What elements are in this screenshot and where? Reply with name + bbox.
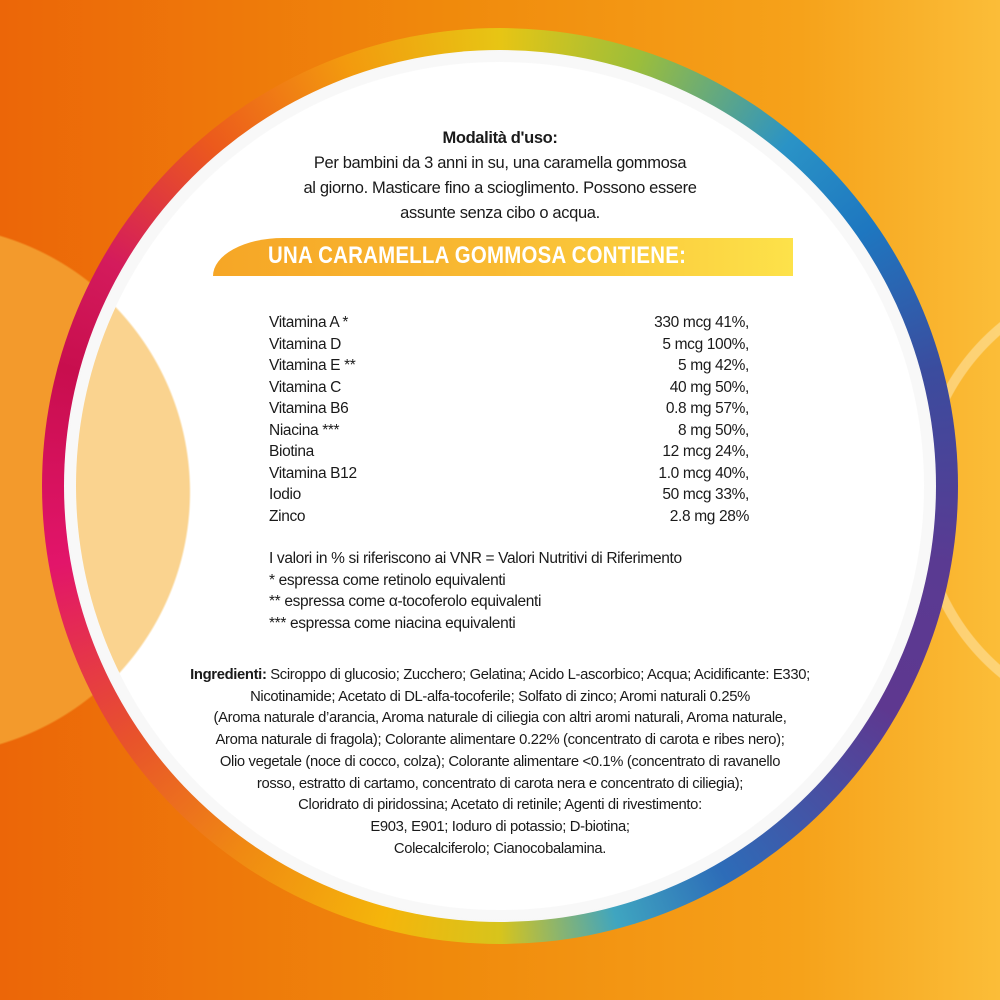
usage-title: Modalità d'uso:: [442, 129, 558, 147]
nutrient-value: 50 mcg 33%,: [662, 486, 749, 503]
nutrient-table: [269, 312, 749, 527]
ingredients-line: rosso, estratto di cartamo, concentrato di carota nera e concentrato di ciliegia);: [256, 775, 744, 792]
footnote: * espressa come retinolo equivalenti: [269, 571, 506, 589]
ingredients-line: (Aroma naturale d’arancia, Aroma naturale di ciliegia con altri aromi naturali, Aroma naturale,: [213, 710, 787, 727]
nutrient-value: 1.0 mcg 40%,: [658, 464, 749, 482]
nutrient-name: Niacina ***: [269, 421, 340, 439]
nutrient-value: 12 mcg 24%,: [662, 443, 749, 460]
footnote: ** espressa come α-tocoferolo equivalenti: [269, 593, 542, 610]
nutrient-row: [269, 463, 749, 485]
nutrient-value: 40 mg 50%,: [669, 378, 749, 396]
nutrient-name: Biotina: [269, 443, 314, 460]
nutrient-value: 330 mcg 41%,: [654, 314, 749, 331]
ingredients-line: Colecalciferolo; Cianocobalamina.: [393, 840, 607, 857]
nutrient-value: 0.8 mg 57%,: [665, 400, 749, 417]
nutrient-row: [269, 334, 749, 356]
banner-title: UNA CARAMELLA GOMMOSA CONTIENE:: [268, 242, 687, 269]
ingredients-line: E903, E901; Ioduro di potassio; D-biotina;: [370, 818, 630, 835]
nutrient-value: 5 mcg 100%,: [662, 335, 749, 353]
nutrient-row: [269, 312, 749, 334]
nutrient-row: [269, 484, 749, 506]
ingredients-label: Ingredienti:: [190, 667, 267, 683]
nutrient-name: Vitamina B6: [269, 400, 349, 417]
nutrient-row: [269, 441, 749, 463]
nutrient-row: [269, 420, 749, 442]
ingredients-line: Aroma naturale di fragola); Colorante alimentare 0.22% (concentrato di carota e ribes nero);: [215, 732, 785, 749]
nutrient-row: [269, 355, 749, 377]
ingredients-line: Sciroppo di glucosio; Zucchero; Gelatina; Acido L-ascorbico; Acqua; Acidificante: E330;: [266, 667, 810, 683]
ingredients-line: Nicotinamide; Acetato di DL-alfa-tocoferile; Solfato di zinco; Aromi naturali 0.25%: [250, 688, 750, 705]
contents-banner: [213, 238, 793, 276]
nutrient-name: Vitamina A *: [269, 314, 349, 331]
nutrient-name: Vitamina B12: [269, 464, 357, 482]
nutrient-name: Vitamina C: [269, 378, 342, 396]
nutrient-value: 8 mg 50%,: [678, 421, 749, 439]
usage-section: [200, 126, 800, 226]
usage-line: Per bambini da 3 anni in su, una caramella gommosa: [313, 154, 687, 172]
nutrient-row: [269, 398, 749, 420]
ingredients: [160, 665, 840, 860]
footnote: *** espressa come niacina equivalenti: [269, 614, 516, 632]
nutrient-name: Zinco: [269, 507, 306, 525]
footnotes: [269, 548, 769, 634]
nutrient-value: 5 mg 42%,: [678, 357, 749, 374]
nutrient-name: Iodio: [269, 486, 301, 503]
usage-line: al giorno. Masticare fino a scioglimento. Possono essere: [303, 179, 697, 197]
nutrient-row: [269, 506, 749, 528]
usage-line: assunte senza cibo o acqua.: [400, 204, 600, 222]
nutrient-row: [269, 377, 749, 399]
footnote: I valori in % si riferiscono ai VNR = Valori Nutritivi di Riferimento: [269, 550, 682, 567]
nutrient-name: Vitamina D: [269, 335, 342, 353]
nutrient-value: 2.8 mg 28%: [669, 507, 749, 525]
nutrient-name: Vitamina E **: [269, 357, 356, 374]
ingredients-line: Olio vegetale (noce di cocco, colza); Colorante alimentare <0.1% (concentrato di ravanello: [219, 753, 781, 770]
ingredients-line: Cloridrato di piridossina; Acetato di retinile; Agenti di rivestimento:: [298, 797, 702, 814]
